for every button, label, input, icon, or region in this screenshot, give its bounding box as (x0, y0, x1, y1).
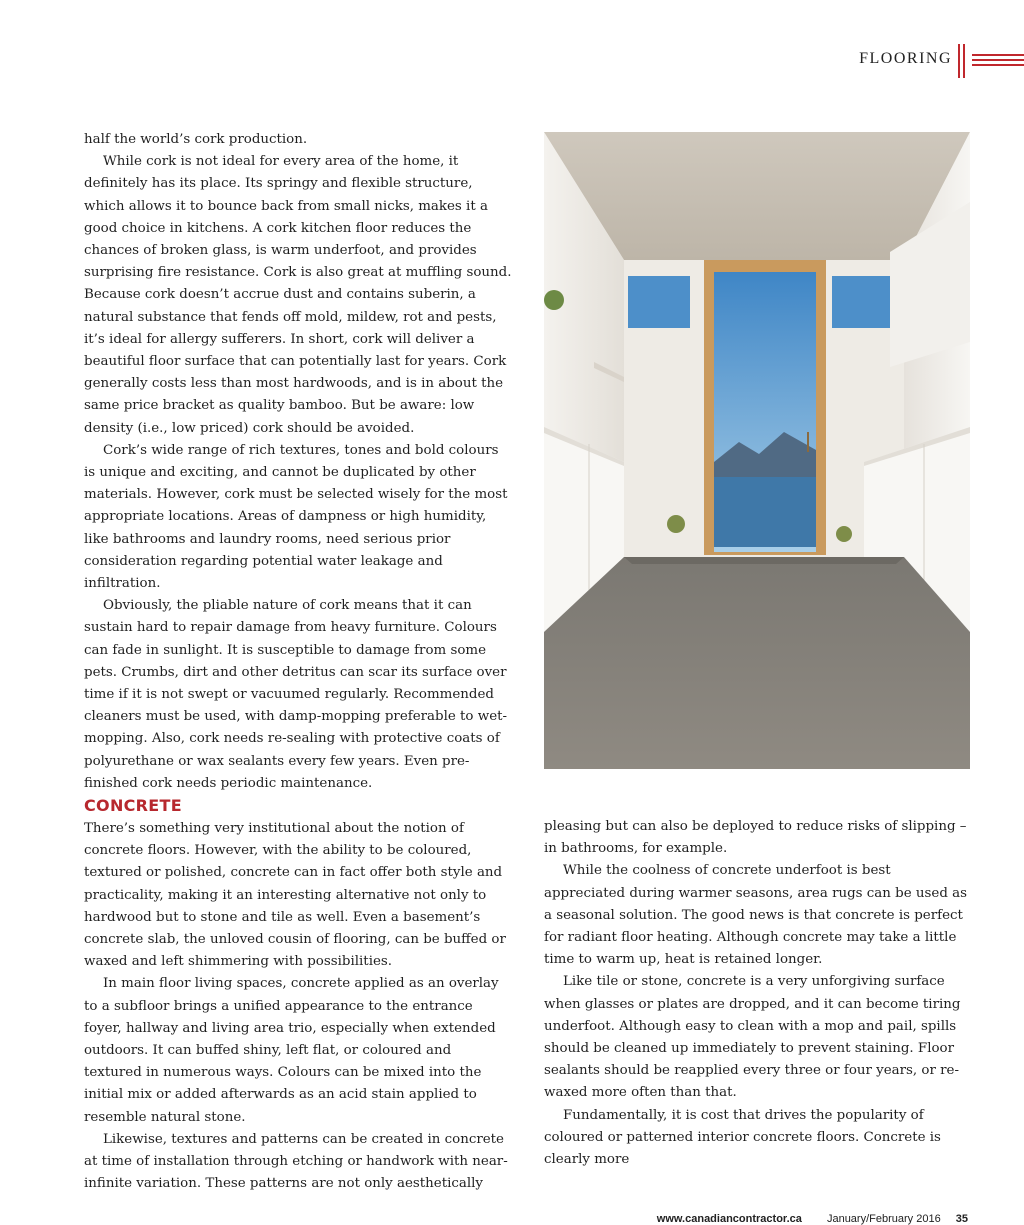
footer-date: January/February 2016 (826, 1213, 941, 1225)
page-number: 35 (955, 1213, 968, 1225)
article-column-right (544, 816, 972, 1171)
paragraph: Fundamentally, it is cost that drives the popularity of coloured or patterned interior concrete floors. Concrete is clearly more (544, 1107, 941, 1168)
paragraph: In main floor living spaces, concrete applied as an overlay to a subfloor brings a unified appearance to the entrance foyer, hallway and living area trio, especially when extended outdoors. It can buffed shiny, left flat, or coloured and textured in numerous ways. Colours can be mixed into the initial mix or added afterwards as an acid stain applied to resemble natural stone. (84, 976, 499, 1125)
section-heading-concrete: CONCRETE (84, 796, 182, 815)
paragraph: Likewise, textures and patterns can be created in concrete at time of installation through etching or handwork with near-infinite variation. These patterns are not only aesthetically (84, 1131, 508, 1192)
paragraph: half the world’s cork production. (84, 132, 308, 147)
section-label: FLOORING (859, 50, 952, 67)
article-column-left-top (84, 129, 512, 795)
footer-url: www.canadiancontractor.ca (656, 1213, 802, 1225)
article-column-left-bottom (84, 794, 512, 1195)
kitchen-concrete-floor-photo (544, 132, 970, 769)
paragraph: There’s something very institutional about the notion of concrete floors. However, with the ability to be coloured, textured or polished, concrete can in fact offer both style and practicality, making it an interesting alternative not only to hardwood but to stone and tile as well. Even a basement’s concrete slab, the unloved cousin of flooring, can be buffed or waxed and left shimmering with possibilities. (84, 821, 506, 970)
paragraph: While cork is not ideal for every area of the home, it definitely has its place. Its springy and flexible structure, which allows it to bounce back from small nicks, makes it a good choice in kitchens. A cork kitchen floor reduces the chances of broken glass, is warm underfoot, and provides surprising fire resistance. Cork is also great at muffling sound. Because cork doesn’t accrue dust and contains suberin, a natural substance that fends off mold, mildew, rot and pests, it’s ideal for allergy sufferers. In short, cork will deliver a beautiful floor surface that can potentially last for years. Cork generally costs less than most hardwoods, and is in about the same price bracket as quality bamboo. But be aware: low density (i.e., low priced) cork should be avoided. (84, 154, 512, 436)
paragraph: Obviously, the pliable nature of cork means that it can sustain hard to repair damage from heavy furniture. Colours can fade in sunlight. It is susceptible to damage from some pets. Crumbs, dirt and other detritus can scar its surface over time if it is not swept or vacuumed regularly. Recommended cleaners must be used, with damp-mopping preferable to wet-mopping. Also, cork needs re-sealing with protective coats of polyurethane or wax sealants every few years. Even pre-finished cork needs periodic maintenance. (84, 598, 508, 791)
paragraph: While the coolness of concrete underfoot is best appreciated during warmer seasons, area rugs can be used as a seasonal solution. The good news is that concrete is perfect for radiant floor heating. Although concrete may take a little time to warm up, heat is retained longer. (544, 863, 968, 968)
paragraph: Like tile or stone, concrete is a very unforgiving surface when glasses or plates are dropped, and it can become tiring underfoot. Although easy to clean with a mop and pail, spills should be cleaned up immediately to prevent staining. Floor sealants should be reapplied every three or four years, or re-waxed more often than that. (544, 974, 961, 1101)
section-marker (958, 44, 1024, 78)
page-footer (657, 1213, 968, 1225)
paragraph: Cork’s wide range of rich textures, tones and bold colours is unique and exciting, and cannot be duplicated by other materials. However, cork must be selected wisely for the most appropriate locations. Areas of dampness or high humidity, like bathrooms and laundry rooms, need serious prior consideration regarding potential water leakage and infiltration. (84, 442, 508, 592)
paragraph: pleasing but can also be deployed to reduce risks of slipping – in bathrooms, for example. (544, 819, 967, 857)
